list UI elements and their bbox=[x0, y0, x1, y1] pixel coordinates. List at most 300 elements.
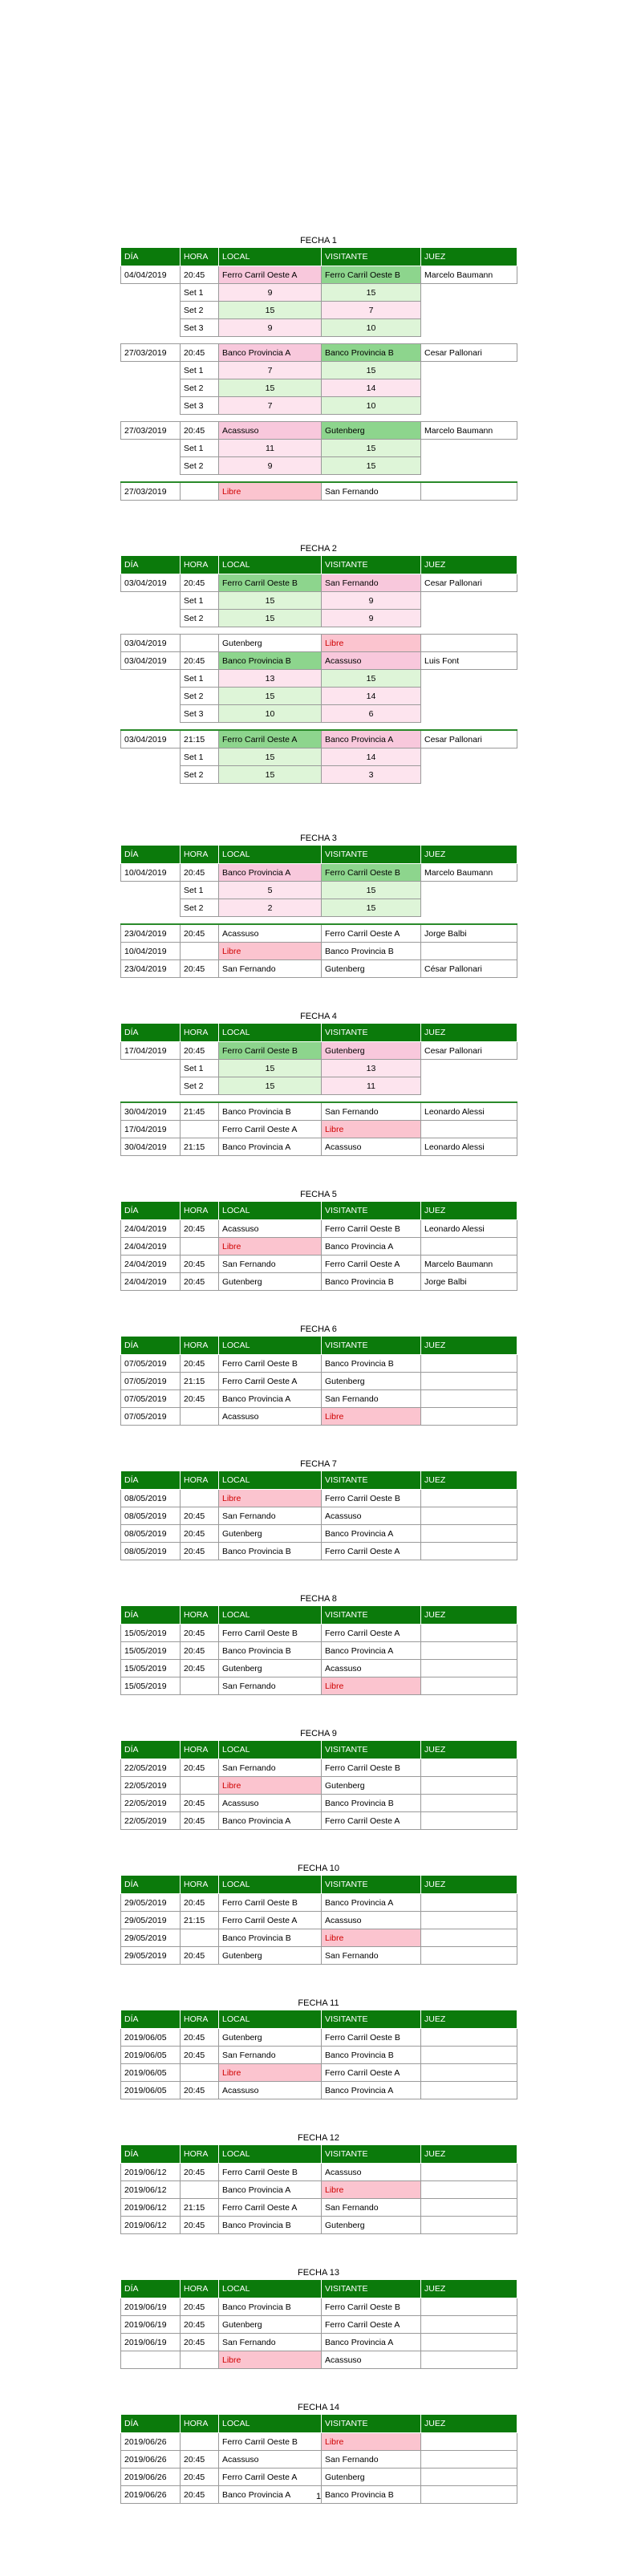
table-header-row bbox=[121, 556, 517, 574]
header-dia: DÍA bbox=[121, 1337, 181, 1355]
fecha-title: FECHA 1 bbox=[300, 236, 337, 245]
set-label: Set 2 bbox=[181, 688, 219, 705]
visitante-team: Ferro Carril Oeste B bbox=[322, 2298, 421, 2316]
visitante-team: Banco Provincia A bbox=[322, 1525, 421, 1543]
referee: Leonardo Alessi bbox=[421, 1102, 517, 1121]
match-time: 20:45 bbox=[181, 1220, 219, 1238]
set-row bbox=[121, 379, 517, 397]
empty-cell bbox=[421, 688, 517, 705]
match-row bbox=[121, 1947, 517, 1965]
header-local: LOCAL bbox=[219, 2145, 322, 2164]
visitante-team: Ferro Carril Oeste B bbox=[322, 1759, 421, 1777]
match-date bbox=[121, 2351, 181, 2369]
match-time bbox=[181, 1490, 219, 1507]
local-team: San Fernando bbox=[219, 960, 322, 978]
set-row bbox=[121, 362, 517, 379]
match-time bbox=[181, 1929, 219, 1947]
visitante-team: San Fernando bbox=[322, 1947, 421, 1965]
set-label: Set 2 bbox=[181, 302, 219, 319]
set-row bbox=[121, 882, 517, 899]
header-hora: HORA bbox=[181, 1741, 219, 1759]
fecha-title: FECHA 7 bbox=[300, 1459, 337, 1469]
header-local: LOCAL bbox=[219, 1606, 322, 1625]
match-row bbox=[121, 960, 517, 978]
local-team: Acassuso bbox=[219, 1220, 322, 1238]
visitante-team: Banco Provincia A bbox=[322, 1238, 421, 1256]
fixture-document bbox=[120, 202, 517, 2504]
empty-cell bbox=[121, 688, 181, 705]
fixture-table bbox=[120, 1471, 517, 1560]
match-date: 27/03/2019 bbox=[121, 482, 181, 501]
visitante-team: Gutenberg bbox=[322, 1777, 421, 1795]
empty-cell bbox=[121, 766, 181, 784]
table-header-row bbox=[121, 1024, 517, 1042]
header-hora: HORA bbox=[181, 2010, 219, 2029]
header-local: LOCAL bbox=[219, 1876, 322, 1894]
match-time: 20:45 bbox=[181, 1390, 219, 1408]
spacer-cell bbox=[121, 1095, 517, 1103]
visitante-team: San Fernando bbox=[322, 1390, 421, 1408]
header-visitante: VISITANTE bbox=[322, 1202, 421, 1220]
visitante-team: Acassuso bbox=[322, 1660, 421, 1677]
spacer-row bbox=[121, 1095, 517, 1103]
match-date: 29/05/2019 bbox=[121, 1947, 181, 1965]
header-dia: DÍA bbox=[121, 1202, 181, 1220]
referee: Marcelo Baumann bbox=[421, 266, 517, 284]
visitante-score: 10 bbox=[322, 397, 421, 415]
visitante-team: Banco Provincia B bbox=[322, 344, 421, 362]
empty-cell bbox=[421, 766, 517, 784]
match-time: 20:45 bbox=[181, 1507, 219, 1525]
referee bbox=[421, 1677, 517, 1695]
local-team: Ferro Carril Oeste A bbox=[219, 1373, 322, 1390]
fecha-title: FECHA 12 bbox=[298, 2133, 339, 2143]
local-score: 15 bbox=[219, 302, 322, 319]
local-team: Ferro Carril Oeste A bbox=[219, 266, 322, 284]
empty-cell bbox=[421, 397, 517, 415]
match-date: 22/05/2019 bbox=[121, 1777, 181, 1795]
match-row bbox=[121, 2064, 517, 2082]
local-team: Banco Provincia B bbox=[219, 1543, 322, 1560]
referee bbox=[421, 1121, 517, 1138]
match-row bbox=[121, 2451, 517, 2468]
spacer-cell bbox=[121, 723, 517, 731]
local-team: Libre bbox=[219, 1777, 322, 1795]
match-row bbox=[121, 1490, 517, 1507]
set-row bbox=[121, 457, 517, 475]
local-team: Libre bbox=[219, 2351, 322, 2369]
set-label: Set 2 bbox=[181, 1077, 219, 1095]
local-team: Banco Provincia A bbox=[219, 1390, 322, 1408]
set-row bbox=[121, 302, 517, 319]
set-row bbox=[121, 705, 517, 723]
visitante-team: Gutenberg bbox=[322, 2217, 421, 2234]
header-visitante: VISITANTE bbox=[322, 248, 421, 266]
match-date: 27/03/2019 bbox=[121, 422, 181, 440]
match-date: 2019/06/05 bbox=[121, 2047, 181, 2064]
referee bbox=[421, 1759, 517, 1777]
match-date: 07/05/2019 bbox=[121, 1355, 181, 1373]
match-time: 20:45 bbox=[181, 1042, 219, 1060]
referee bbox=[421, 1390, 517, 1408]
match-date: 2019/06/19 bbox=[121, 2316, 181, 2334]
set-row bbox=[121, 610, 517, 627]
fecha-section bbox=[120, 2132, 517, 2234]
referee bbox=[421, 2316, 517, 2334]
visitante-team: Ferro Carril Oeste A bbox=[322, 1625, 421, 1642]
fecha-title: FECHA 13 bbox=[298, 2268, 339, 2278]
visitante-score: 9 bbox=[322, 610, 421, 627]
local-team: Ferro Carril Oeste B bbox=[219, 2433, 322, 2451]
visitante-score: 14 bbox=[322, 688, 421, 705]
match-row bbox=[121, 652, 517, 670]
local-team: Acassuso bbox=[219, 2082, 322, 2099]
match-time: 21:15 bbox=[181, 730, 219, 748]
local-team: Gutenberg bbox=[219, 1525, 322, 1543]
spacer-cell bbox=[121, 627, 517, 635]
match-row bbox=[121, 1507, 517, 1525]
local-score: 2 bbox=[219, 899, 322, 917]
match-date: 07/05/2019 bbox=[121, 1373, 181, 1390]
set-label: Set 2 bbox=[181, 379, 219, 397]
match-date: 2019/06/12 bbox=[121, 2199, 181, 2217]
local-score: 15 bbox=[219, 688, 322, 705]
local-score: 10 bbox=[219, 705, 322, 723]
local-team: Ferro Carril Oeste A bbox=[219, 2199, 322, 2217]
set-label: Set 2 bbox=[181, 457, 219, 475]
empty-cell bbox=[121, 610, 181, 627]
match-date: 15/05/2019 bbox=[121, 1660, 181, 1677]
spacer-cell bbox=[121, 784, 517, 791]
spacer-row bbox=[121, 784, 517, 791]
local-team: Banco Provincia A bbox=[219, 1812, 322, 1830]
visitante-team: Gutenberg bbox=[322, 1042, 421, 1060]
empty-cell bbox=[421, 379, 517, 397]
empty-cell bbox=[421, 284, 517, 302]
local-team: Ferro Carril Oeste A bbox=[219, 730, 322, 748]
match-row bbox=[121, 864, 517, 882]
local-team: Banco Provincia A bbox=[219, 2486, 322, 2504]
match-date: 15/05/2019 bbox=[121, 1677, 181, 1695]
match-row bbox=[121, 1138, 517, 1156]
referee bbox=[421, 1507, 517, 1525]
set-label: Set 1 bbox=[181, 1060, 219, 1077]
local-team: Banco Provincia A bbox=[219, 344, 322, 362]
match-row bbox=[121, 1390, 517, 1408]
referee bbox=[421, 2351, 517, 2369]
match-row bbox=[121, 2164, 517, 2181]
local-team: San Fernando bbox=[219, 2047, 322, 2064]
match-date: 30/04/2019 bbox=[121, 1102, 181, 1121]
set-row bbox=[121, 899, 517, 917]
match-row bbox=[121, 1912, 517, 1929]
visitante-team: Ferro Carril Oeste B bbox=[322, 266, 421, 284]
header-juez: JUEZ bbox=[421, 556, 517, 574]
local-team: Ferro Carril Oeste B bbox=[219, 1625, 322, 1642]
match-row bbox=[121, 2029, 517, 2047]
table-header-row bbox=[121, 1471, 517, 1490]
spacer-row bbox=[121, 415, 517, 422]
visitante-team: Gutenberg bbox=[322, 422, 421, 440]
fixture-table bbox=[120, 2279, 517, 2369]
referee bbox=[421, 2334, 517, 2351]
empty-cell bbox=[421, 1077, 517, 1095]
local-team: Banco Provincia A bbox=[219, 2181, 322, 2199]
referee: Cesar Pallonari bbox=[421, 730, 517, 748]
fixture-table bbox=[120, 1201, 517, 1291]
empty-cell bbox=[121, 1060, 181, 1077]
match-time bbox=[181, 2433, 219, 2451]
match-row bbox=[121, 2199, 517, 2217]
match-date: 03/04/2019 bbox=[121, 652, 181, 670]
referee bbox=[421, 2064, 517, 2082]
header-dia: DÍA bbox=[121, 248, 181, 266]
header-local: LOCAL bbox=[219, 846, 322, 864]
fixture-table bbox=[120, 2414, 517, 2504]
visitante-score: 7 bbox=[322, 302, 421, 319]
match-time: 20:45 bbox=[181, 1795, 219, 1812]
match-row bbox=[121, 1121, 517, 1138]
header-local: LOCAL bbox=[219, 556, 322, 574]
visitante-team: Banco Provincia A bbox=[322, 730, 421, 748]
match-row bbox=[121, 2351, 517, 2369]
visitante-team: Gutenberg bbox=[322, 2468, 421, 2486]
header-hora: HORA bbox=[181, 1876, 219, 1894]
visitante-score: 14 bbox=[322, 748, 421, 766]
local-team: Acassuso bbox=[219, 1408, 322, 1426]
visitante-score: 3 bbox=[322, 766, 421, 784]
local-score: 9 bbox=[219, 319, 322, 337]
match-date: 07/05/2019 bbox=[121, 1390, 181, 1408]
empty-cell bbox=[121, 379, 181, 397]
match-row bbox=[121, 2298, 517, 2316]
empty-cell bbox=[421, 440, 517, 457]
visitante-score: 15 bbox=[322, 440, 421, 457]
fecha-title: FECHA 2 bbox=[300, 544, 337, 554]
visitante-team: Acassuso bbox=[322, 652, 421, 670]
table-header-row bbox=[121, 2010, 517, 2029]
fecha-section bbox=[120, 1997, 517, 2099]
local-team: Banco Provincia B bbox=[219, 652, 322, 670]
local-team: Banco Provincia A bbox=[219, 1138, 322, 1156]
local-team: Libre bbox=[219, 1238, 322, 1256]
fecha-section bbox=[120, 2266, 517, 2369]
match-row bbox=[121, 730, 517, 748]
fecha-title: FECHA 10 bbox=[298, 1864, 339, 1873]
match-time: 21:15 bbox=[181, 1138, 219, 1156]
empty-cell bbox=[121, 592, 181, 610]
match-time: 20:45 bbox=[181, 2468, 219, 2486]
header-hora: HORA bbox=[181, 846, 219, 864]
spacer-cell bbox=[121, 337, 517, 344]
match-date: 2019/06/26 bbox=[121, 2468, 181, 2486]
match-time: 20:45 bbox=[181, 1625, 219, 1642]
match-row bbox=[121, 1273, 517, 1291]
set-row bbox=[121, 766, 517, 784]
referee bbox=[421, 1543, 517, 1560]
visitante-team: San Fernando bbox=[322, 574, 421, 592]
visitante-score: 6 bbox=[322, 705, 421, 723]
match-row bbox=[121, 422, 517, 440]
visitante-team: Ferro Carril Oeste A bbox=[322, 924, 421, 943]
referee: Cesar Pallonari bbox=[421, 1042, 517, 1060]
match-time: 20:45 bbox=[181, 1256, 219, 1273]
visitante-team: San Fernando bbox=[322, 2451, 421, 2468]
local-score: 11 bbox=[219, 440, 322, 457]
local-score: 15 bbox=[219, 1077, 322, 1095]
empty-cell bbox=[421, 592, 517, 610]
match-row bbox=[121, 1408, 517, 1426]
visitante-team: Acassuso bbox=[322, 2164, 421, 2181]
header-local: LOCAL bbox=[219, 2415, 322, 2433]
referee bbox=[421, 1929, 517, 1947]
match-time: 20:45 bbox=[181, 1947, 219, 1965]
set-label: Set 3 bbox=[181, 319, 219, 337]
fecha-title: FECHA 5 bbox=[300, 1190, 337, 1199]
referee: César Pallonari bbox=[421, 960, 517, 978]
set-label: Set 2 bbox=[181, 610, 219, 627]
local-team: Acassuso bbox=[219, 924, 322, 943]
referee bbox=[421, 2451, 517, 2468]
match-date: 24/04/2019 bbox=[121, 1220, 181, 1238]
header-hora: HORA bbox=[181, 2145, 219, 2164]
header-juez: JUEZ bbox=[421, 1606, 517, 1625]
referee bbox=[421, 2029, 517, 2047]
local-team: Ferro Carril Oeste A bbox=[219, 2468, 322, 2486]
local-team: Ferro Carril Oeste B bbox=[219, 1042, 322, 1060]
match-date: 2019/06/05 bbox=[121, 2064, 181, 2082]
match-date: 22/05/2019 bbox=[121, 1812, 181, 1830]
empty-cell bbox=[121, 397, 181, 415]
referee bbox=[421, 943, 517, 960]
visitante-team: Acassuso bbox=[322, 1507, 421, 1525]
local-score: 7 bbox=[219, 362, 322, 379]
local-team: Ferro Carril Oeste B bbox=[219, 1894, 322, 1912]
header-juez: JUEZ bbox=[421, 248, 517, 266]
match-time bbox=[181, 1408, 219, 1426]
local-team: Ferro Carril Oeste B bbox=[219, 574, 322, 592]
fixture-table bbox=[120, 1023, 517, 1156]
local-score: 5 bbox=[219, 882, 322, 899]
local-team: Ferro Carril Oeste B bbox=[219, 2164, 322, 2181]
match-time: 20:45 bbox=[181, 2082, 219, 2099]
header-local: LOCAL bbox=[219, 1024, 322, 1042]
match-time bbox=[181, 2064, 219, 2082]
match-date: 08/05/2019 bbox=[121, 1525, 181, 1543]
visitante-team: San Fernando bbox=[322, 2199, 421, 2217]
local-team: Gutenberg bbox=[219, 2316, 322, 2334]
set-label: Set 3 bbox=[181, 397, 219, 415]
spacer-row bbox=[121, 917, 517, 925]
match-row bbox=[121, 1929, 517, 1947]
local-team: Gutenberg bbox=[219, 1947, 322, 1965]
local-team: Banco Provincia A bbox=[219, 864, 322, 882]
match-date: 15/05/2019 bbox=[121, 1642, 181, 1660]
spacer-row bbox=[121, 627, 517, 635]
local-score: 15 bbox=[219, 766, 322, 784]
match-time: 20:45 bbox=[181, 2298, 219, 2316]
visitante-team: Libre bbox=[322, 1121, 421, 1138]
visitante-team: Banco Provincia A bbox=[322, 2082, 421, 2099]
match-date: 24/04/2019 bbox=[121, 1238, 181, 1256]
header-visitante: VISITANTE bbox=[322, 1471, 421, 1490]
visitante-score: 15 bbox=[322, 362, 421, 379]
match-time: 20:45 bbox=[181, 2316, 219, 2334]
match-row bbox=[121, 2468, 517, 2486]
set-row bbox=[121, 1060, 517, 1077]
referee bbox=[421, 2298, 517, 2316]
table-header-row bbox=[121, 1606, 517, 1625]
match-row bbox=[121, 1042, 517, 1060]
header-hora: HORA bbox=[181, 556, 219, 574]
visitante-score: 15 bbox=[322, 899, 421, 917]
match-row bbox=[121, 1660, 517, 1677]
local-team: San Fernando bbox=[219, 1507, 322, 1525]
local-team: Gutenberg bbox=[219, 1273, 322, 1291]
fixture-table bbox=[120, 2144, 517, 2234]
match-date: 2019/06/12 bbox=[121, 2217, 181, 2234]
referee: Leonardo Alessi bbox=[421, 1220, 517, 1238]
match-date: 22/05/2019 bbox=[121, 1795, 181, 1812]
header-visitante: VISITANTE bbox=[322, 2010, 421, 2029]
header-juez: JUEZ bbox=[421, 2415, 517, 2433]
match-time: 21:15 bbox=[181, 1373, 219, 1390]
empty-cell bbox=[121, 440, 181, 457]
visitante-score: 14 bbox=[322, 379, 421, 397]
visitante-team: Ferro Carril Oeste B bbox=[322, 1220, 421, 1238]
empty-cell bbox=[121, 457, 181, 475]
empty-cell bbox=[421, 610, 517, 627]
fecha-title: FECHA 4 bbox=[300, 1012, 337, 1021]
empty-cell bbox=[121, 319, 181, 337]
visitante-team: Libre bbox=[322, 1677, 421, 1695]
match-row bbox=[121, 266, 517, 284]
referee bbox=[421, 1777, 517, 1795]
referee bbox=[421, 1660, 517, 1677]
fecha-title: FECHA 8 bbox=[300, 1594, 337, 1604]
set-label: Set 2 bbox=[181, 766, 219, 784]
visitante-team: Ferro Carril Oeste B bbox=[322, 2029, 421, 2047]
referee: Cesar Pallonari bbox=[421, 574, 517, 592]
visitante-team: Banco Provincia B bbox=[322, 1273, 421, 1291]
match-row bbox=[121, 344, 517, 362]
match-date: 10/04/2019 bbox=[121, 943, 181, 960]
referee: Jorge Balbi bbox=[421, 924, 517, 943]
empty-cell bbox=[121, 670, 181, 688]
match-date: 03/04/2019 bbox=[121, 635, 181, 652]
match-time bbox=[181, 2351, 219, 2369]
set-label: Set 1 bbox=[181, 670, 219, 688]
header-local: LOCAL bbox=[219, 248, 322, 266]
match-time: 20:45 bbox=[181, 960, 219, 978]
match-date: 03/04/2019 bbox=[121, 574, 181, 592]
table-header-row bbox=[121, 1876, 517, 1894]
header-hora: HORA bbox=[181, 1202, 219, 1220]
match-row bbox=[121, 1525, 517, 1543]
empty-cell bbox=[121, 362, 181, 379]
header-visitante: VISITANTE bbox=[322, 846, 421, 864]
local-team: Ferro Carril Oeste B bbox=[219, 1355, 322, 1373]
match-date: 17/04/2019 bbox=[121, 1042, 181, 1060]
set-label: Set 1 bbox=[181, 284, 219, 302]
match-row bbox=[121, 2082, 517, 2099]
visitante-team: Ferro Carril Oeste A bbox=[322, 2316, 421, 2334]
fixture-table bbox=[120, 1336, 517, 1426]
header-visitante: VISITANTE bbox=[322, 1741, 421, 1759]
visitante-team: Libre bbox=[322, 2433, 421, 2451]
match-date: 03/04/2019 bbox=[121, 730, 181, 748]
table-header-row bbox=[121, 846, 517, 864]
